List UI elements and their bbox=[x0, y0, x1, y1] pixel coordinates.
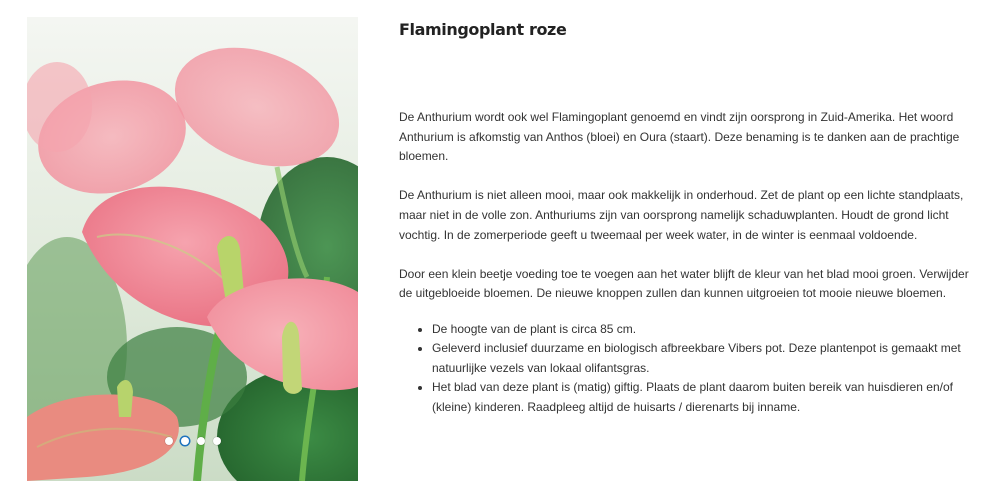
carousel-dot-1[interactable] bbox=[165, 437, 173, 445]
product-title: Flamingoplant roze bbox=[399, 20, 567, 39]
product-details bbox=[399, 20, 979, 418]
product-description bbox=[399, 108, 979, 418]
feature-list-item: • De hoogte van de plant is circa 85 cm. bbox=[432, 320, 979, 340]
carousel-dot-3[interactable] bbox=[197, 437, 205, 445]
product-photo bbox=[27, 17, 358, 481]
description-paragraph: Door een klein beetje voeding toe te voegen aan het water blijft de kleur van het blad mooi groen. Verwijder de uitgebloeide bloemen. De nieuwe knoppen zullen dan kunnen uitgroeien tot mooie nieuwe bloemen. bbox=[399, 266, 969, 301]
feature-list-item: • Het blad van deze plant is (matig) giftig. Plaats de plant daarom buiten bereik van huisdieren en/of (kleine) kinderen. Raadpleeg altijd de huisarts / dierenarts bij inname. bbox=[432, 378, 979, 417]
description-paragraph: De Anthurium is niet alleen mooi, maar ook makkelijk in onderhoud. Zet de plant op een lichte standplaats, maar niet in de volle zon. Anthuriums zijn van oorsprong namelijk schaduwplanten. Houdt de grond licht vochtig. In de zomerperiode geeft u tweemaal per week water, in de winter is eenmaal voldoende. bbox=[399, 188, 964, 242]
product-image-gallery[interactable] bbox=[27, 17, 358, 481]
carousel-dot-2[interactable] bbox=[181, 437, 189, 445]
description-paragraph: De Anthurium wordt ook wel Flamingoplant genoemd en vindt zijn oorsprong in Zuid-Amerika. Het woord Anthurium is afkomstig van Anthos (bloei) en Oura (staart). Deze benaming is te danken aan de prachtige bloemen. bbox=[399, 110, 960, 164]
feature-list-item: • Geleverd inclusief duurzame en biologisch afbreekbare Vibers pot. Deze plantenpot is gemaakt met natuurlijke vezels van lokaal olifantsgras. bbox=[432, 339, 979, 378]
feature-list bbox=[399, 320, 979, 418]
carousel-dots bbox=[27, 437, 358, 445]
carousel-dot-4[interactable] bbox=[213, 437, 221, 445]
